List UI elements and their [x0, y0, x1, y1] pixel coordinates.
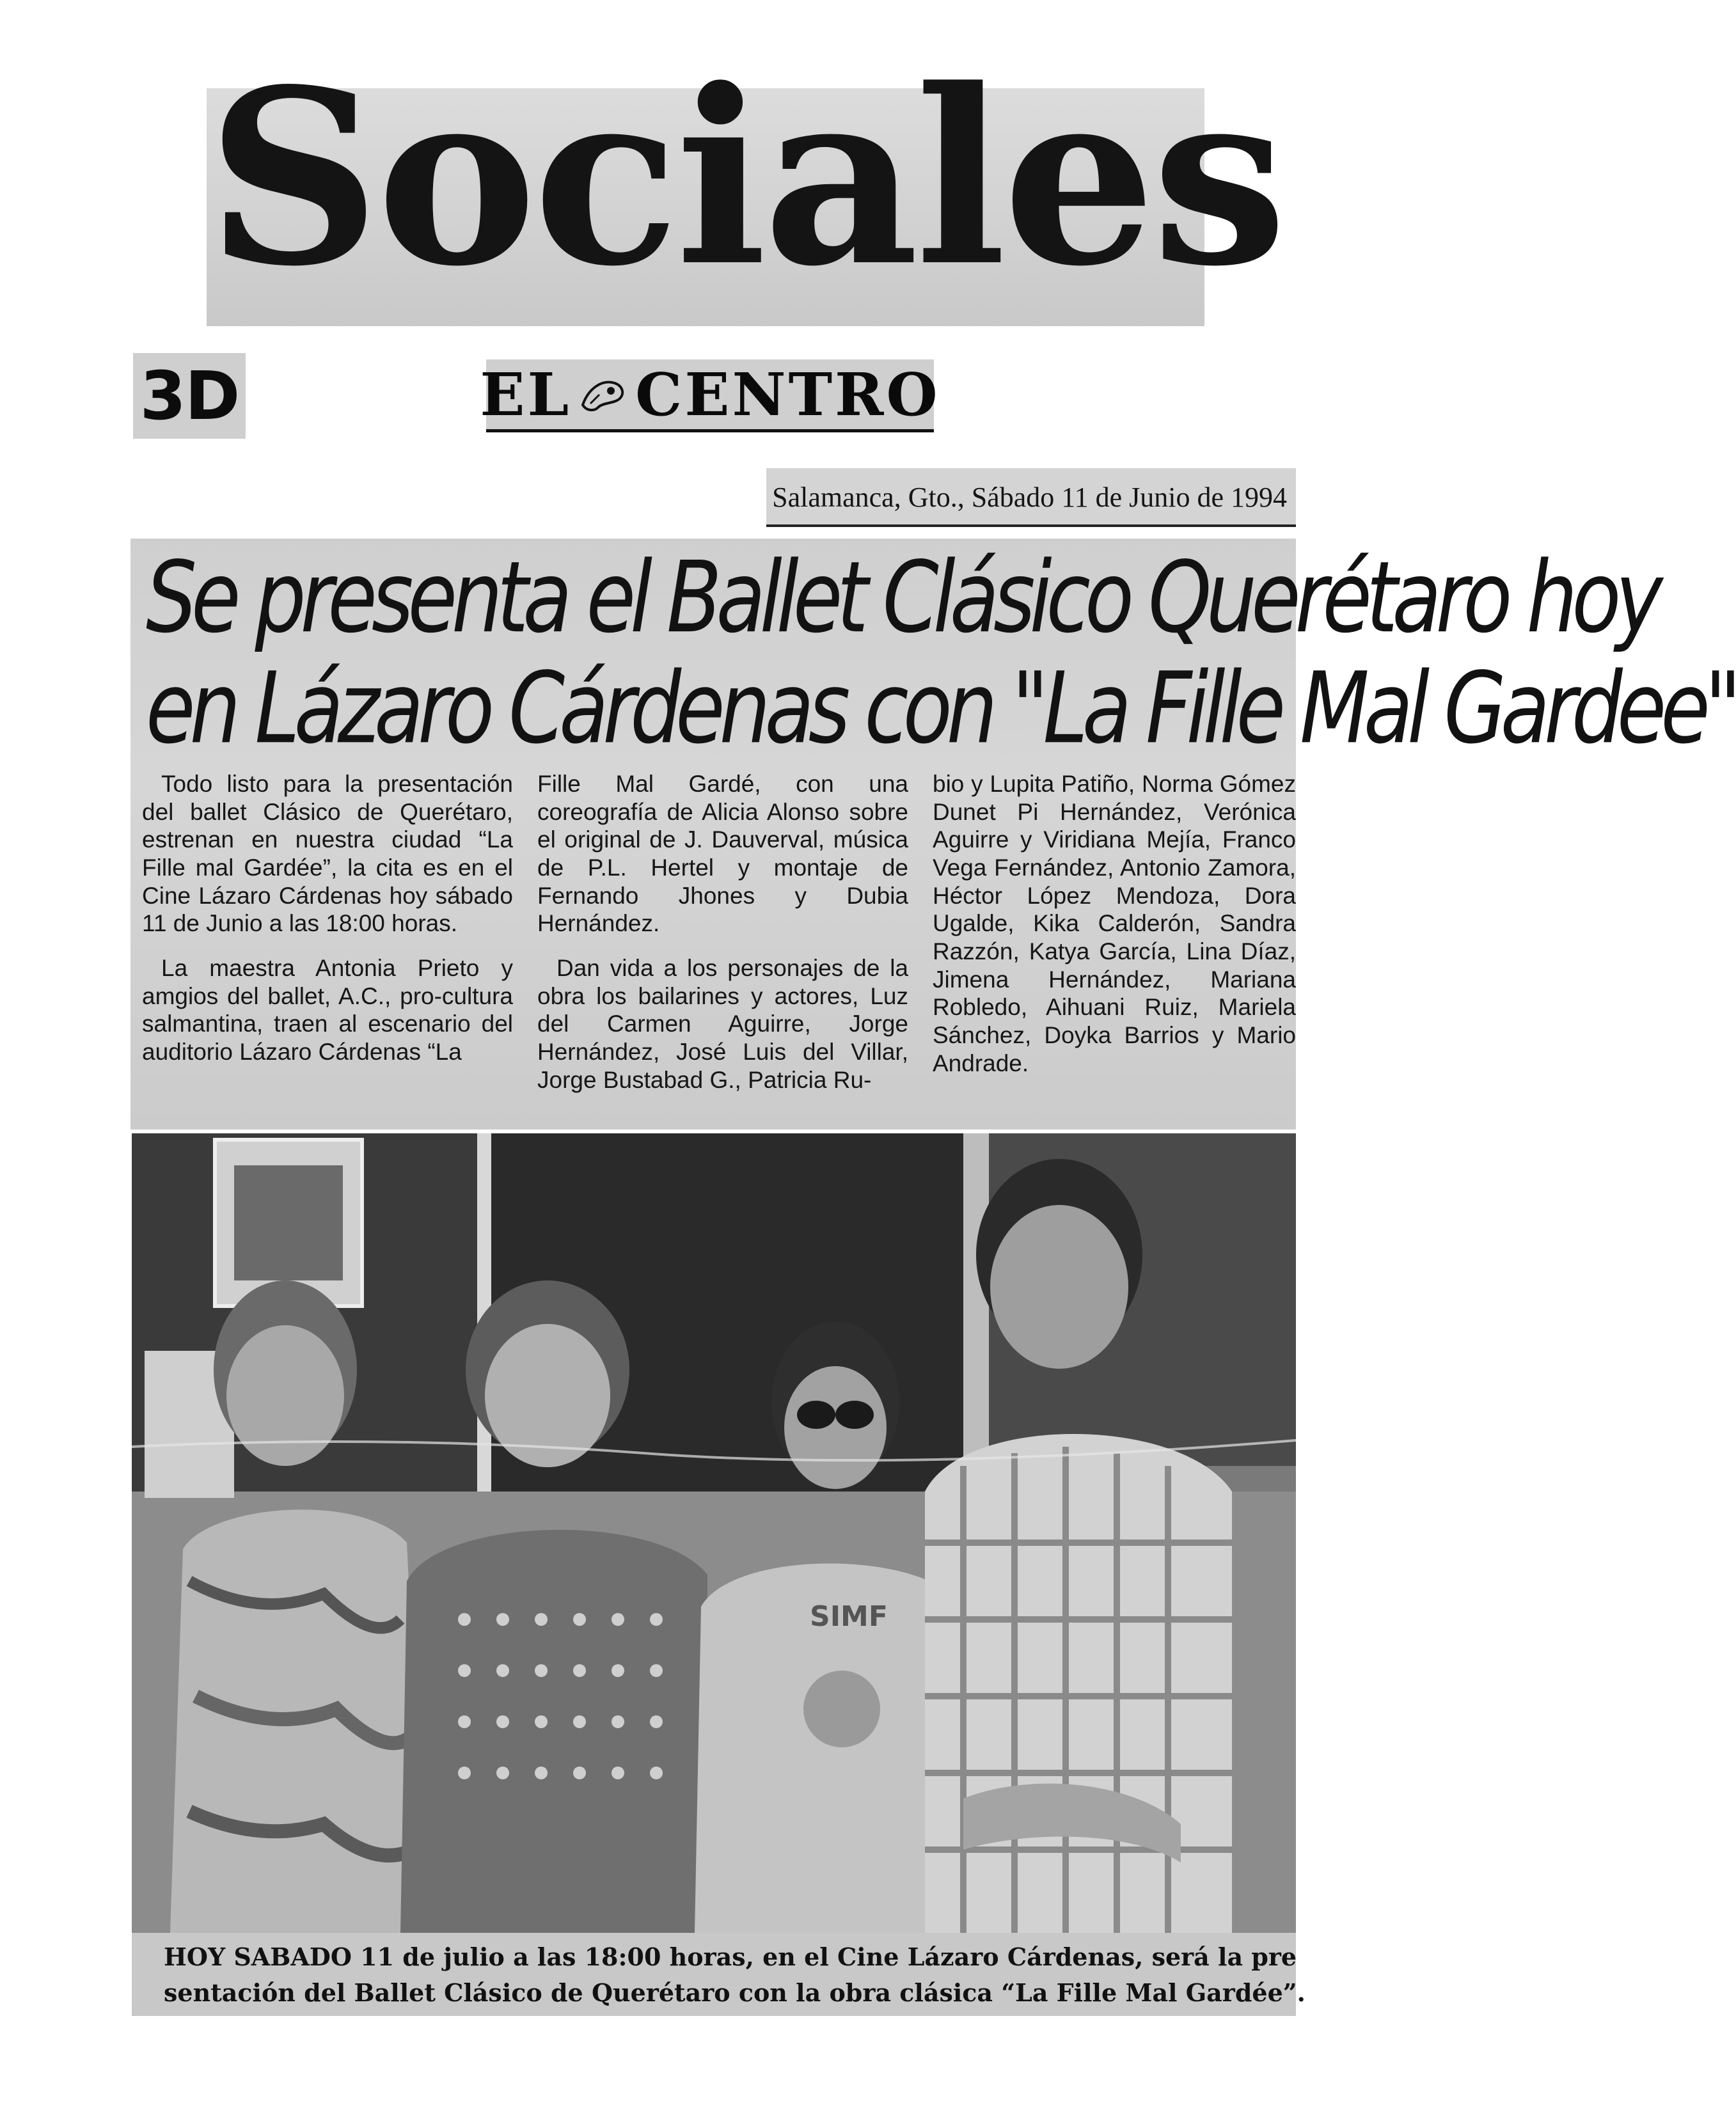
article-paragraph: Todo listo para la presentación del ballet Clásico de Querétaro, estrenan en nuestra ciudad “La Fille mal Gardée”, la cita es en el Cine Lázaro Cárdenas hoy sábado 11 de Junio a las 18:00 horas.	[142, 771, 513, 937]
caption-line-1: HOY SABADO 11 de julio a las 18:00 horas, en el Cine Lázaro Cárdenas, será la pre	[164, 1942, 1297, 1971]
group-photo-illustration	[132, 1133, 1296, 1933]
newspaper-masthead	[480, 359, 940, 432]
newspaper-emblem-icon	[578, 374, 629, 415]
masthead-word-centro: CENTRO	[635, 359, 940, 429]
caption-line-2: sentación del Ballet Clásico de Querétaro con la obra clásica “La Fille Mal Gardée”.	[164, 1978, 1306, 2007]
section-banner	[207, 36, 1284, 326]
article-column-2	[537, 770, 908, 1110]
masthead-word-el: EL	[480, 359, 572, 429]
headline-line-1: Se presenta el Ballet Clásico Querétaro hoy	[146, 540, 1657, 655]
article-paragraph: bio y Lupita Patiño, Norma Gómez Dunet Pi Hernández, Verónica Aguirre y Viridiana Mejía, Franco Vega Fernández, Antonio Zamora, Héctor López Mendoza, Dora Ugalde, Kika Calderón, Sandra Razzón, Katya García, Lina Díaz, Jimena Hernández, Mariana Robledo, Aihuani Ruiz, Mariela Sánchez, Doyka Barrios y Mario Andrade.	[933, 771, 1296, 1076]
shirt-text: SIMF	[810, 1600, 888, 1633]
headline-line-2: en Lázaro Cárdenas con "La Fille Mal Gardee"	[146, 651, 1736, 766]
article-photo	[132, 1133, 1296, 1933]
article-paragraph: Fille Mal Gardé, con una coreografía de Alicia Alonso sobre el original de J. Dauverval, música de P.L. Hertel y montaje de Fernando Jhones y Dubia Hernández.	[537, 771, 908, 937]
article-column-3	[933, 770, 1296, 1094]
article-column-1	[142, 770, 513, 1083]
article-headline	[146, 540, 1736, 766]
article-paragraph: Dan vida a los personajes de la obra los bailarines y actores, Luz del Carmen Aguirre, Jorge Hernández, José Luis del Villar, Jorge Bustabad G., Patricia Ru-	[537, 954, 908, 1093]
article-paragraph: La maestra Antonia Prieto y amgios del ballet, A.C., pro-cultura salmantina, traen al escenario del auditorio Lázaro Cárdenas “La	[142, 954, 513, 1065]
section-title: Sociales	[207, 36, 1284, 319]
photo-caption	[132, 1933, 1306, 2016]
dateline: Salamanca, Gto., Sábado 11 de Junio de 1994	[766, 468, 1296, 527]
page-number: 3D	[133, 353, 246, 439]
article	[130, 539, 1736, 1130]
